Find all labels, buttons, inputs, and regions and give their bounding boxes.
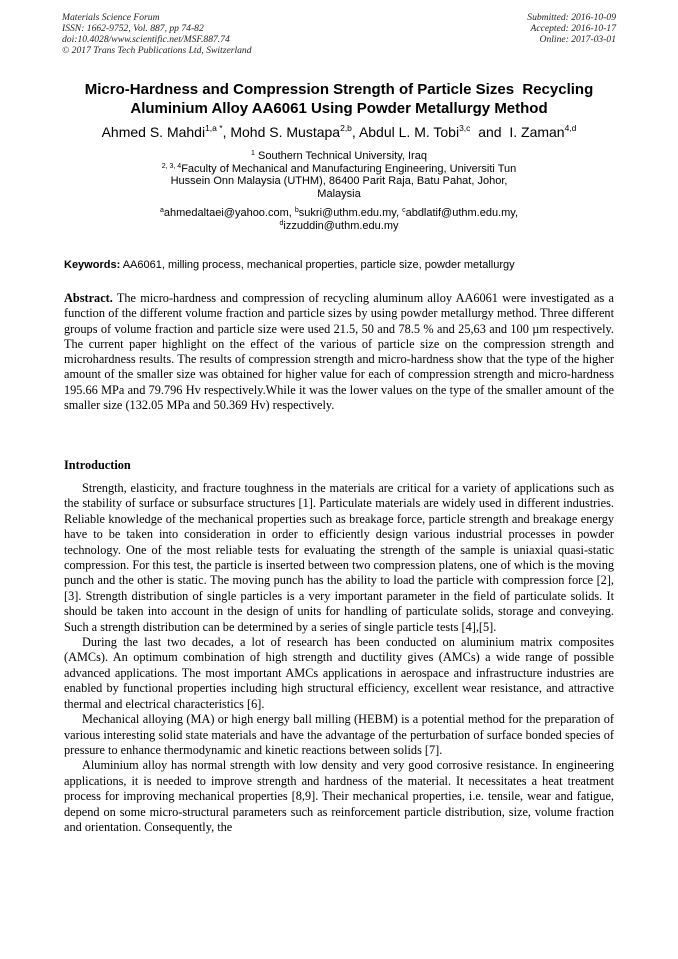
date-accepted: Accepted: 2016-10-17	[530, 23, 616, 34]
email-link[interactable]: izzuddin@uthm.edu.my	[283, 220, 399, 232]
author-name: I. Zaman	[509, 124, 565, 140]
abstract-text: The micro-hardness and compression of recycling aluminum alloy AA6061 were investigated as a function of the different volume fraction and particle sizes by using powder metallurgy method. Three different groups of volume fraction and particle size were used 21.5, 50 and 78.5 % and 25,63 and 100 µm respectively. The current paper highlight on the effect of the various of particle size on the compression strength and microhardness results. The results of compression strength and micro-hardness show that the type of the higher amount of the smaller size was obtained for higher value for each of compression strength and micro-hardness 195.66 MPa and 79.796 Hv respectively.While it was the lower values on the type of the smaller amount of the smaller size (132.05 MPa and 50.369 Hv) respectively.	[64, 291, 614, 413]
email-line-2	[100, 220, 578, 233]
date-submitted: Submitted: 2016-10-09	[527, 12, 616, 23]
paragraph: During the last two decades, a lot of research has been conducted on aluminium matrix composites (AMCs). An optimum combination of high strength and ductility gives (AMCs) a wide range of possible advanced applications. The most important AMCs applications in aerospace and infrastructure industries are enabled by functional properties including high structural efficiency, excellent wear resistance, and attractive thermal and electrical characteristics [6].	[64, 635, 614, 711]
keywords	[64, 259, 624, 272]
author-separator: and	[470, 124, 510, 140]
affiliation-2-country: Malaysia	[317, 187, 361, 200]
email-line-1	[100, 207, 578, 220]
keywords-text: AA6061, milling process, mechanical properties, particle size, powder metallurgy	[120, 259, 515, 271]
section-heading-introduction: Introduction	[64, 458, 131, 472]
publication-dates	[527, 12, 616, 45]
affiliation-text: Faculty of Mechanical and Manufacturing Engineering, Universiti Tun	[181, 162, 517, 175]
affiliation-text: Southern Technical University, Iraq	[258, 150, 427, 162]
author-name: Ahmed S. Mahdi	[101, 124, 206, 140]
paper-title	[40, 80, 638, 118]
title-line-2: Aluminium Alloy AA6061 Using Powder Metallurgy Method	[130, 100, 548, 117]
date-online: Online: 2017-03-01	[539, 34, 616, 45]
author-affiliation-mark: 1,a *	[205, 123, 223, 133]
author-affiliation-mark: 4,d	[564, 123, 577, 133]
affiliation-1	[110, 150, 568, 163]
paragraph: Strength, elasticity, and fracture toughness in the materials are critical for a variety of applications such as the stability of surface or subsurface structures [1]. Particulate materials are widely used in different industries. Reliable knowledge of the mechanical properties such as breakage force, particle strength and breakage energy have to be taken into consideration in order to efficiently design various industrial processes in powder technology. One of the most reliable tests for evaluating the strength of the sample is uniaxial quasi-static compression. For this test, the particle is inserted between two compression platens, one of which is the moving punch and the other is static. The moving punch has the ability to load the particle with compression force [2],[3]. Strength distribution of single particles is a very important parameter in the field of particulate solids. It should be taken into account in the design of units for handling of particulate solids, storage and conveying. Such a strength distribution can be determined by a series of single particle tests [4],[5].	[64, 481, 614, 634]
author-name: Mohd S. Mustapa	[230, 124, 341, 140]
email-mark: d	[279, 220, 284, 227]
author-emails	[100, 207, 578, 233]
affiliation-2-continued: Hussein Onn Malaysia (UTHM), 86400 Parit Raja, Batu Pahat, Johor,	[170, 175, 508, 187]
author-name: Abdul L. M. Tobi	[358, 124, 460, 140]
journal-copyright: © 2017 Trans Tech Publications Ltd, Switzerland	[62, 45, 252, 56]
journal-issn: ISSN: 1662-9752, Vol. 887, pp 74-82	[62, 23, 204, 34]
journal-info	[62, 12, 252, 56]
abstract	[64, 291, 614, 413]
email-mark: b	[294, 207, 299, 214]
paragraph: Mechanical alloying (MA) or high energy ball milling (HEBM) is a potential method for the preparation of various interesting solid state materials and have the advantage of the perturbation of surface bonded species of pressure to enhance thermodynamic and kinetic reactions between solids [7].	[64, 712, 614, 757]
affiliation-2	[110, 163, 568, 176]
author-affiliation-mark: 3,c	[459, 123, 471, 133]
affiliation-mark: 2, 3, 4	[161, 162, 182, 170]
affiliations	[110, 150, 568, 200]
introduction-body	[64, 481, 614, 835]
email-mark: a	[159, 207, 164, 214]
keywords-label: Keywords:	[64, 259, 121, 271]
title-line-1: Micro-Hardness and Compression Strength of Particle Sizes Recycling	[84, 81, 594, 98]
author-separator: ,	[222, 124, 231, 140]
email-mark: c	[402, 207, 406, 214]
journal-name: Materials Science Forum	[62, 12, 160, 23]
author-affiliation-mark: 2,b	[340, 123, 352, 133]
abstract-label: Abstract.	[64, 291, 113, 305]
paragraph: Aluminium alloy has normal strength with low density and very good corrosive resistance. In engineering applications, it is needed to improve strength and hardness of the material. It necessitates a heat treatment process for improving mechanical properties [8,9]. Their mechanical properties, i.e. tensile, wear and fatigue, depend on some micro-structural parameters such as reinforcement particle distribution, size, volume fraction and orientation. Consequently, the	[64, 758, 614, 834]
email-link[interactable]: sukri@uthm.edu.my,	[298, 207, 403, 219]
email-link[interactable]: abdlatif@uthm.edu.my,	[405, 207, 519, 219]
email-link[interactable]: ahmedaltaei@yahoo.com,	[163, 207, 295, 219]
journal-doi: doi:10.4028/www.scientific.net/MSF.887.74	[62, 34, 230, 45]
affiliation-mark: 1	[251, 150, 255, 157]
author-separator: ,	[351, 124, 359, 140]
author-list	[40, 123, 638, 141]
